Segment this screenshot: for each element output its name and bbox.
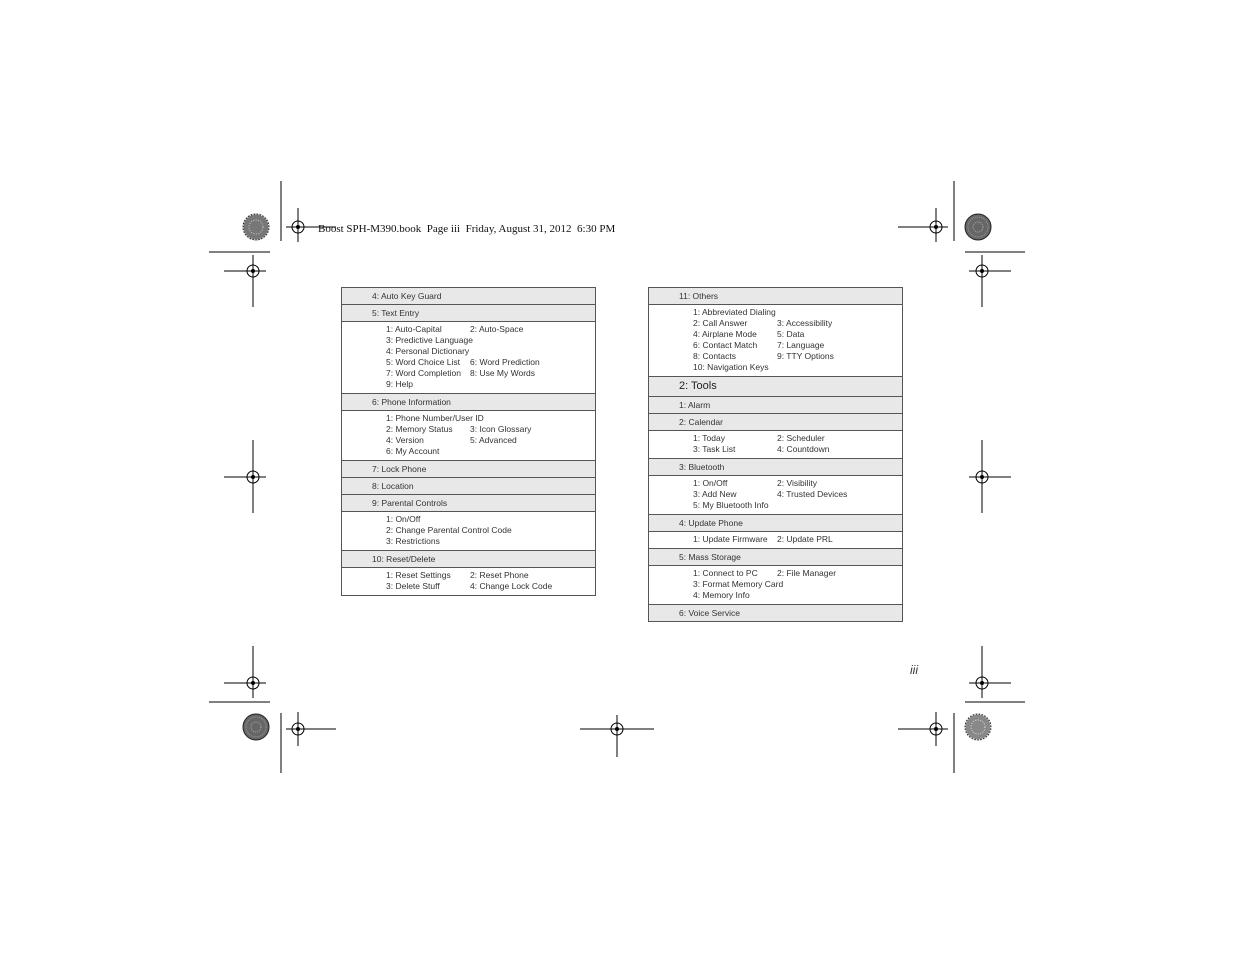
submenu-item: 2: Call Answer [693,318,748,328]
submenu-item: 6: My Account [386,446,440,456]
submenu-item: 8: Contacts [693,351,736,361]
submenu-item: 3: Accessibility [777,318,833,328]
submenu-item: 3: Predictive Language [386,335,473,345]
submenu-item: 1: Auto-Capital [386,324,442,334]
registration-mark-icon [224,255,266,307]
submenu-item: 8: Use My Words [470,368,536,378]
submenu-line [386,581,595,592]
submenu-line [386,324,595,335]
starburst-mark-icon [965,714,991,740]
submenu-item: 5: Advanced [470,435,517,445]
menu-header: 8: Location [342,478,595,495]
menu-header: 2: Calendar [649,414,902,431]
submenu-line [386,570,595,581]
submenu-item: 4: Airplane Mode [693,329,757,339]
registration-mark-icon [224,646,266,698]
submenu-item: 9: TTY Options [777,351,834,361]
submenu-line [386,335,595,346]
registration-mark-icon [898,712,948,746]
submenu-item: 4: Trusted Devices [777,489,848,499]
submenu-list [342,322,595,394]
submenu-line [386,446,595,457]
submenu-line [693,362,902,373]
submenu-item: 9: Help [386,379,413,389]
submenu-line [693,478,902,489]
starburst-mark-icon [243,714,269,740]
submenu-list [342,512,595,551]
menu-header: 9: Parental Controls [342,495,595,512]
submenu-line [386,357,595,368]
submenu-line [693,340,902,351]
submenu-item: 4: Change Lock Code [470,581,553,591]
submenu-line [693,534,902,545]
menu-header: 6: Phone Information [342,394,595,411]
submenu-item: 3: Add New [693,489,737,499]
submenu-line [386,413,595,424]
submenu-item: 1: On/Off [693,478,728,488]
menu-header: 5: Text Entry [342,305,595,322]
submenu-item: 5: Word Choice List [386,357,461,367]
starburst-mark-icon [243,214,269,240]
submenu-item: 1: Reset Settings [386,570,451,580]
submenu-line [386,368,595,379]
menu-table-right [648,287,903,622]
submenu-line [693,318,902,329]
submenu-list [649,476,902,515]
submenu-line [693,444,902,455]
submenu-line [693,489,902,500]
submenu-list [342,568,595,596]
starburst-mark-icon [965,214,991,240]
menu-header: 5: Mass Storage [649,549,902,566]
submenu-line [693,500,902,511]
submenu-list [649,431,902,459]
submenu-item: 3: Format Memory Card [693,579,784,589]
submenu-item: 1: Update Firmware [693,534,768,544]
submenu-line [386,435,595,446]
registration-mark-icon [224,440,266,513]
submenu-line [693,579,902,590]
submenu-list [649,532,902,549]
submenu-item: 3: Icon Glossary [470,424,532,434]
submenu-item: 2: Memory Status [386,424,453,434]
submenu-line [386,379,595,390]
submenu-line [386,536,595,547]
menu-header: 4: Update Phone [649,515,902,532]
submenu-line [693,307,902,318]
submenu-item: 5: Data [777,329,805,339]
submenu-line [693,590,902,601]
submenu-line [386,525,595,536]
submenu-item: 4: Memory Info [693,590,750,600]
submenu-item: 6: Contact Match [693,340,758,350]
registration-mark-icon [286,712,336,746]
menu-header: 6: Voice Service [649,605,902,622]
submenu-item: 1: On/Off [386,514,421,524]
submenu-item: 7: Word Completion [386,368,461,378]
submenu-list [342,411,595,461]
menu-header: 7: Lock Phone [342,461,595,478]
submenu-item: 2: Update PRL [777,534,833,544]
menu-header: 3: Bluetooth [649,459,902,476]
submenu-line [693,351,902,362]
registration-mark-icon [580,715,654,757]
menu-header: 4: Auto Key Guard [342,288,595,305]
submenu-item: 3: Delete Stuff [386,581,440,591]
book-header: Boost SPH-M390.book Page iii Friday, August 31, 2012 6:30 PM [318,223,616,235]
submenu-item: 1: Abbreviated Dialing [693,307,776,317]
submenu-item: 2: File Manager [777,568,837,578]
submenu-line [693,568,902,579]
submenu-item: 6: Word Prediction [470,357,540,367]
submenu-line [693,433,902,444]
submenu-line [693,329,902,340]
submenu-line [386,424,595,435]
submenu-item: 1: Phone Number/User ID [386,413,484,423]
submenu-item: 2: Reset Phone [470,570,529,580]
submenu-item: 1: Connect to PC [693,568,758,578]
submenu-item: 1: Today [693,433,725,443]
submenu-item: 4: Version [386,435,424,445]
submenu-item: 3: Task List [693,444,736,454]
registration-mark-icon [969,255,1011,307]
submenu-item: 10: Navigation Keys [693,362,769,372]
submenu-list [649,566,902,605]
submenu-item: 2: Auto-Space [470,324,524,334]
registration-mark-icon [898,208,948,242]
submenu-item: 4: Countdown [777,444,830,454]
menu-table-left [341,287,596,596]
submenu-item: 2: Visibility [777,478,817,488]
submenu-item: 2: Change Parental Control Code [386,525,512,535]
registration-mark-icon [969,646,1011,698]
menu-header: 1: Alarm [649,397,902,414]
menu-header: 11: Others [649,288,902,305]
submenu-item: 5: My Bluetooth Info [693,500,769,510]
section-heading: 2: Tools [649,377,902,397]
submenu-list [649,305,902,377]
submenu-line [386,346,595,357]
submenu-item: 3: Restrictions [386,536,440,546]
submenu-item: 4: Personal Dictionary [386,346,470,356]
submenu-item: 7: Language [777,340,825,350]
submenu-item: 2: Scheduler [777,433,825,443]
menu-header: 10: Reset/Delete [342,551,595,568]
submenu-line [386,514,595,525]
page-number: iii [910,663,918,677]
registration-mark-icon [969,440,1011,513]
